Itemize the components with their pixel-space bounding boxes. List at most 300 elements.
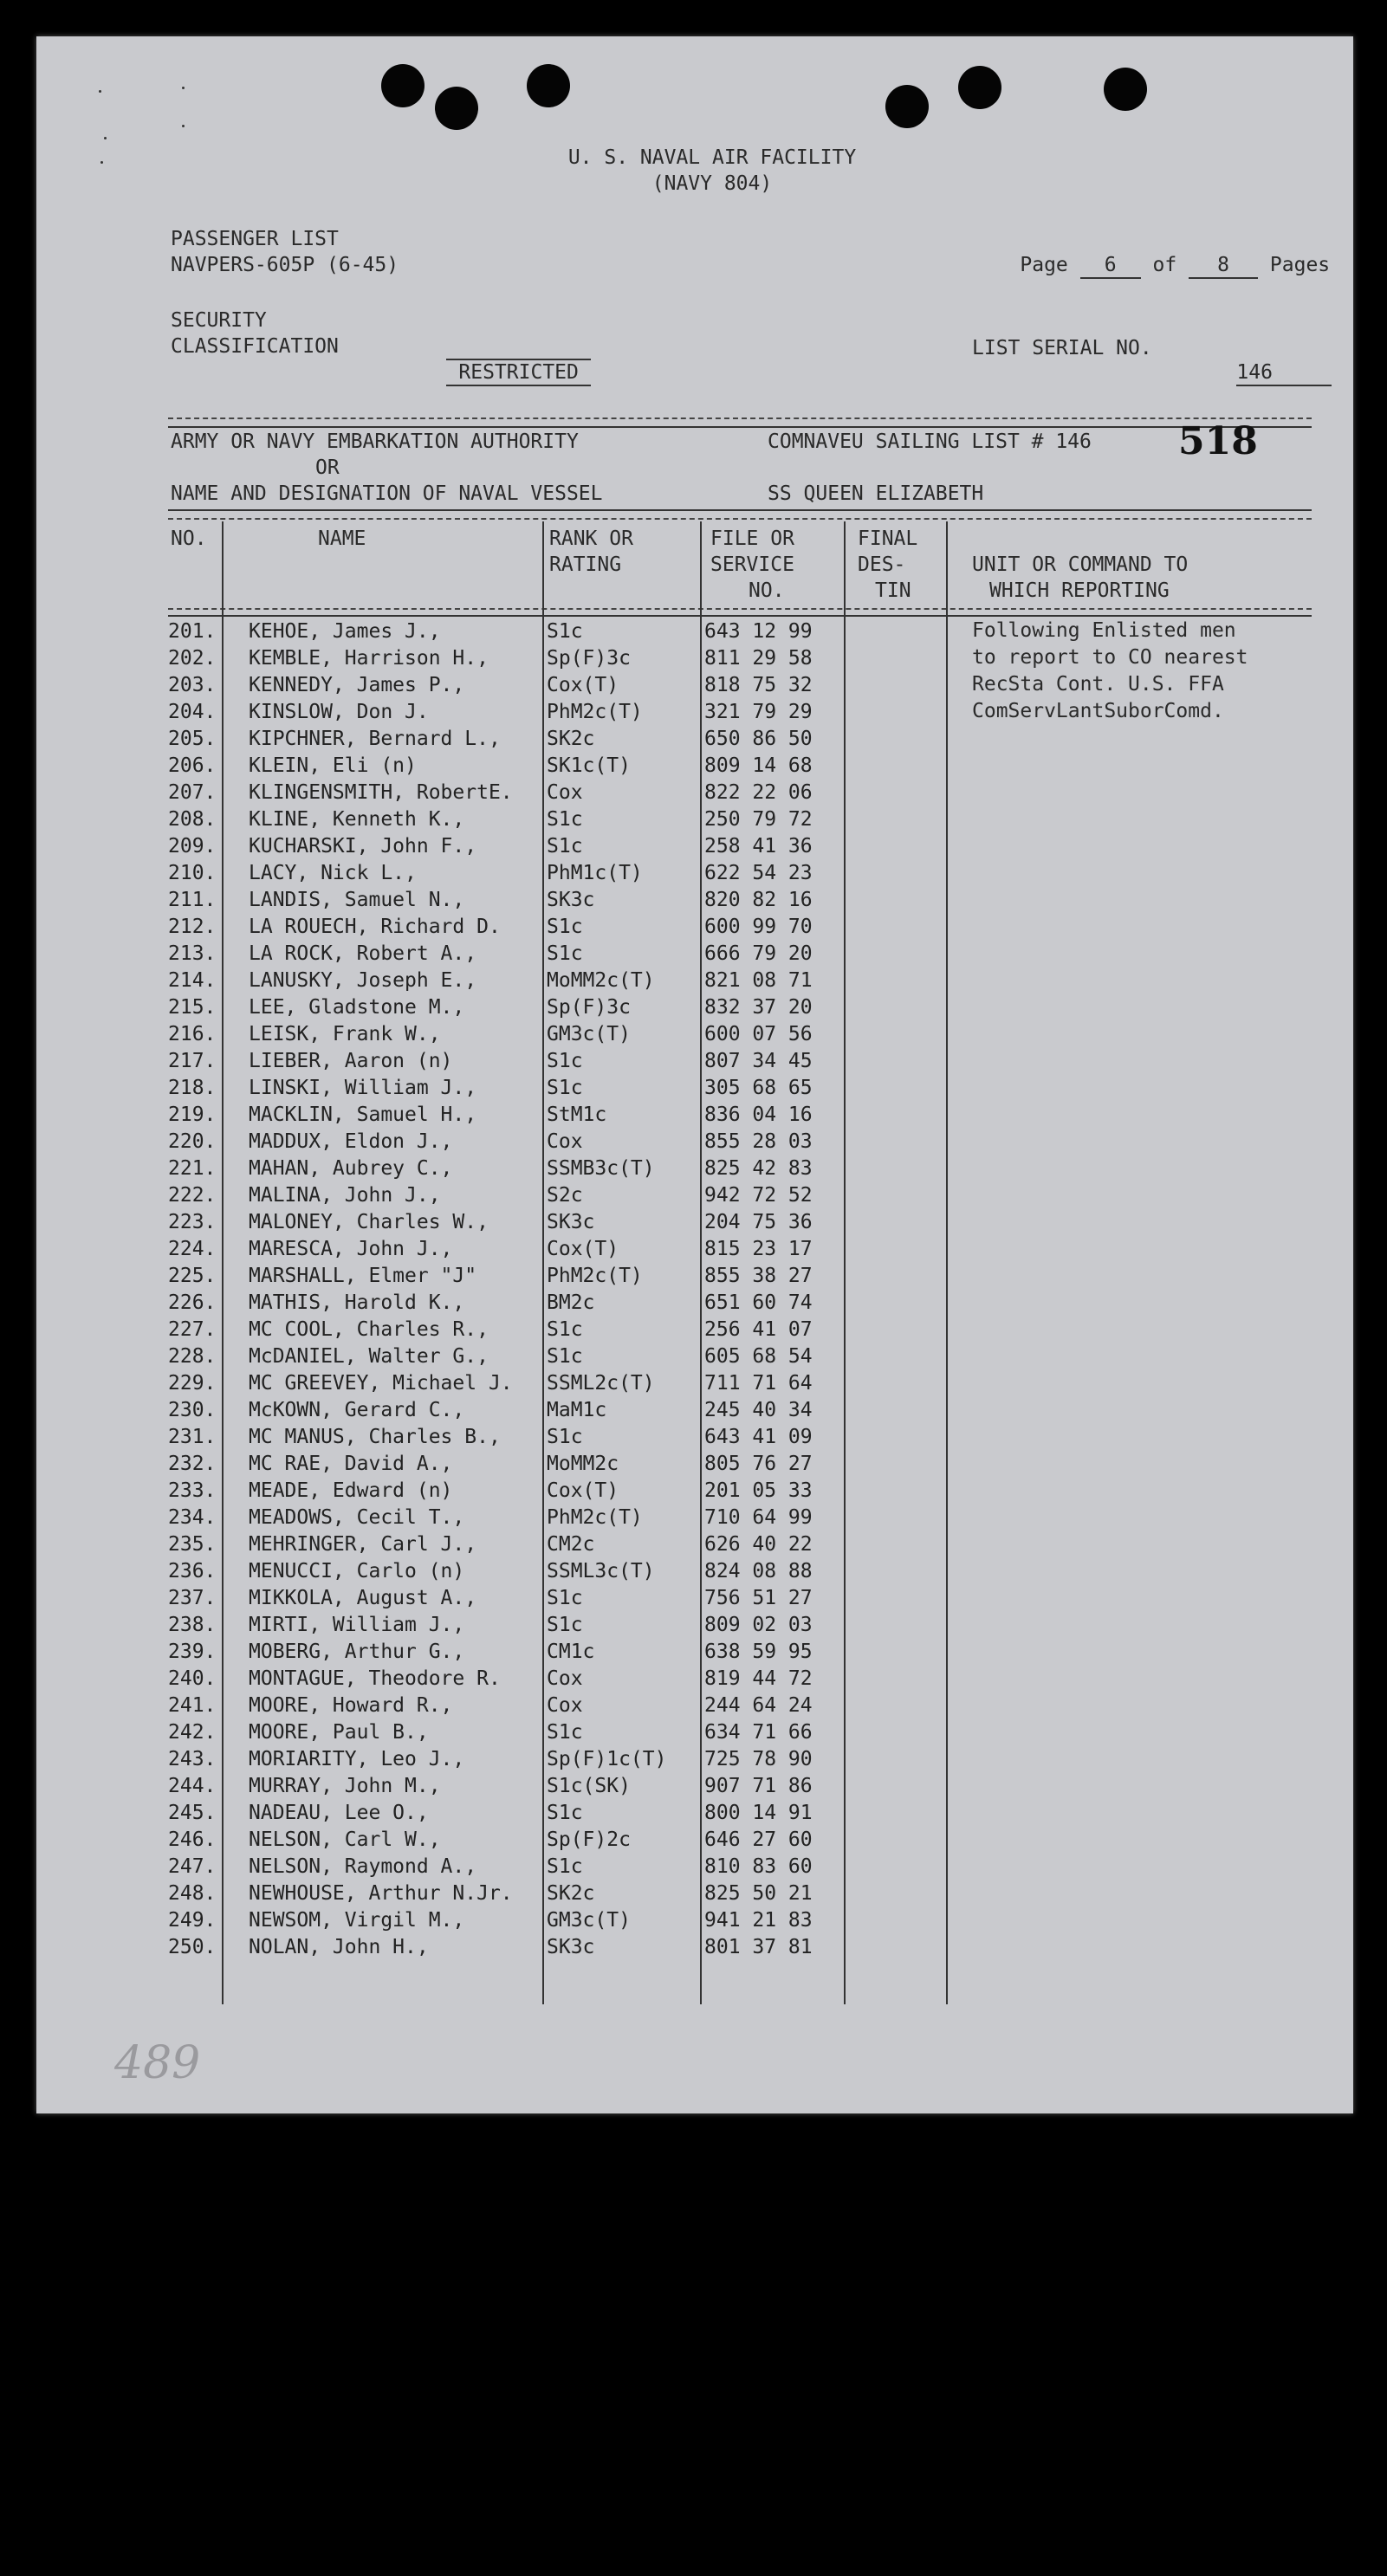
passenger-name: MIRTI, William J., [249, 1614, 465, 1636]
rank-rating: Cox [547, 1694, 583, 1717]
row-number: 247. [168, 1855, 217, 1878]
table-row [36, 1424, 1353, 1451]
col-header-file-2: SERVICE [710, 553, 794, 576]
punch-hole [435, 87, 478, 130]
table-row [36, 994, 1353, 1021]
passenger-name: MADDUX, Eldon J., [249, 1130, 453, 1153]
service-number: 810 83 60 [704, 1855, 813, 1878]
table-row [36, 1155, 1353, 1182]
rank-rating: S1c [547, 942, 583, 965]
col-header-name: NAME [318, 527, 366, 550]
passenger-name: KIPCHNER, Bernard L., [249, 728, 501, 750]
row-number: 234. [168, 1506, 217, 1529]
table-row [36, 672, 1353, 699]
table-row [36, 1343, 1353, 1370]
service-number: 819 44 72 [704, 1667, 813, 1690]
passenger-name: MC GREEVEY, Michael J. [249, 1372, 513, 1395]
serial-value [1189, 336, 1332, 411]
rank-rating: GM3c(T) [547, 1909, 631, 1932]
service-number: 638 59 95 [704, 1641, 813, 1663]
rank-rating: Sp(F)3c [547, 996, 631, 1019]
service-number: 832 37 20 [704, 996, 813, 1019]
rule [168, 426, 1312, 428]
rank-rating: PhM2c(T) [547, 1506, 643, 1529]
service-number: 805 76 27 [704, 1453, 813, 1475]
service-number: 855 38 27 [704, 1265, 813, 1287]
passenger-name: MEHRINGER, Carl J., [249, 1533, 477, 1556]
rank-rating: SK3c [547, 889, 595, 911]
table-row [36, 1209, 1353, 1236]
speck [104, 137, 107, 139]
rank-rating: S1c [547, 1855, 583, 1878]
row-number: 235. [168, 1533, 217, 1556]
page-indicator [972, 229, 1330, 303]
table-row [36, 1531, 1353, 1558]
passenger-name: MURRAY, John M., [249, 1775, 441, 1797]
rank-rating: Cox(T) [547, 1238, 619, 1260]
row-number: 215. [168, 996, 217, 1019]
table-row [36, 860, 1353, 887]
rank-rating: GM3c(T) [547, 1023, 631, 1045]
passenger-name: MOORE, Paul B., [249, 1721, 429, 1744]
passenger-name: KINSLOW, Don J. [249, 701, 429, 723]
rank-rating: S1c [547, 1318, 583, 1341]
rank-rating: MoMM2c(T) [547, 969, 655, 992]
reporting-note-line: ComServLantSuborComd. [972, 700, 1224, 722]
page-total: 8 [1189, 253, 1258, 279]
passenger-name: MC RAE, David A., [249, 1453, 453, 1475]
rank-rating: SK2c [547, 1882, 595, 1905]
security-label-1: SECURITY [171, 309, 267, 332]
security-label-2: CLASSIFICATION [171, 335, 339, 358]
rank-rating: S1c [547, 1802, 583, 1824]
rank-rating: SK3c [547, 1211, 595, 1233]
service-number: 801 37 81 [704, 1936, 813, 1958]
passenger-name: KENNEDY, James P., [249, 674, 465, 696]
rule [168, 518, 1312, 520]
rank-rating: BM2c [547, 1291, 595, 1314]
passenger-name: KEHOE, James J., [249, 620, 441, 643]
table-row [36, 753, 1353, 780]
rank-rating: S1c [547, 1345, 583, 1368]
passenger-name: NOLAN, John H., [249, 1936, 429, 1958]
rank-rating: S1c [547, 808, 583, 831]
service-number: 942 72 52 [704, 1184, 813, 1207]
form-title: PASSENGER LIST [171, 228, 339, 250]
rank-rating: CM2c [547, 1533, 595, 1556]
passenger-name: LACY, Nick L., [249, 862, 417, 884]
table-row [36, 1666, 1353, 1693]
punch-hole [885, 85, 929, 128]
service-number: 821 08 71 [704, 969, 813, 992]
passenger-name: NELSON, Raymond A., [249, 1855, 477, 1878]
passenger-name: MC COOL, Charles R., [249, 1318, 489, 1341]
passenger-name: McKOWN, Gerard C., [249, 1399, 465, 1421]
table-row [36, 1075, 1353, 1102]
row-number: 243. [168, 1748, 217, 1770]
rank-rating: S1c [547, 916, 583, 938]
table-row [36, 1558, 1353, 1585]
service-number: 634 71 66 [704, 1721, 813, 1744]
rank-rating: S1c [547, 1721, 583, 1744]
col-header-rank-1: RANK OR [549, 527, 633, 550]
rank-rating: PhM2c(T) [547, 1265, 643, 1287]
passenger-name: MACKLIN, Samuel H., [249, 1104, 477, 1126]
service-number: 643 12 99 [704, 620, 813, 643]
rank-rating: Sp(F)2c [547, 1828, 631, 1851]
rank-rating: PhM1c(T) [547, 862, 643, 884]
pencil-mark: 489 [114, 2037, 201, 2089]
reporting-note-line: to report to CO nearest [972, 646, 1248, 669]
service-number: 807 34 45 [704, 1050, 813, 1072]
passenger-name: MALINA, John J., [249, 1184, 441, 1207]
service-number: 825 42 83 [704, 1157, 813, 1180]
table-row [36, 1880, 1353, 1907]
rank-rating: SSML3c(T) [547, 1560, 655, 1582]
table-row [36, 1048, 1353, 1075]
rule [168, 417, 1312, 419]
table-row [36, 618, 1353, 645]
service-number: 258 41 36 [704, 835, 813, 858]
rank-rating: S1c [547, 1077, 583, 1099]
passenger-name: NELSON, Carl W., [249, 1828, 441, 1851]
authority-line-3: NAME AND DESIGNATION OF NAVAL VESSEL [171, 482, 603, 505]
sailing-list: COMNAVEU SAILING LIST # 146 [768, 430, 1092, 453]
facility-title: U. S. NAVAL AIR FACILITY [567, 146, 857, 169]
row-number: 206. [168, 754, 217, 777]
rank-rating: Cox [547, 1130, 583, 1153]
service-number: 815 23 17 [704, 1238, 813, 1260]
passenger-name: KLEIN, Eli (n) [249, 754, 417, 777]
document-page [36, 36, 1353, 2113]
row-number: 203. [168, 674, 217, 696]
service-number: 600 07 56 [704, 1023, 813, 1045]
col-header-unit-1: UNIT OR COMMAND TO [972, 553, 1189, 576]
page-label: Page [1020, 254, 1068, 276]
passenger-name: LINSKI, William J., [249, 1077, 477, 1099]
punch-hole [958, 66, 1001, 109]
speck [100, 161, 103, 164]
passenger-name: MORIARITY, Leo J., [249, 1748, 465, 1770]
passenger-name: MALONEY, Charles W., [249, 1211, 489, 1233]
service-number: 650 86 50 [704, 728, 813, 750]
rank-rating: S1c [547, 835, 583, 858]
rank-rating: S1c [547, 1587, 583, 1609]
row-number: 214. [168, 969, 217, 992]
rule [168, 615, 1312, 617]
rank-rating: SK3c [547, 1936, 595, 1958]
row-number: 228. [168, 1345, 217, 1368]
row-number: 219. [168, 1104, 217, 1126]
rank-rating: Cox(T) [547, 674, 619, 696]
passenger-name: MOORE, Howard R., [249, 1694, 453, 1717]
table-row [36, 1827, 1353, 1854]
table-row [36, 1773, 1353, 1800]
row-number: 213. [168, 942, 217, 965]
table-row [36, 1478, 1353, 1505]
table-row [36, 833, 1353, 860]
service-number: 756 51 27 [704, 1587, 813, 1609]
restricted-stamp: RESTRICTED [446, 359, 590, 386]
row-number: 220. [168, 1130, 217, 1153]
service-number: 836 04 16 [704, 1104, 813, 1126]
row-number: 201. [168, 620, 217, 643]
passenger-name: NEWSOM, Virgil M., [249, 1909, 465, 1932]
row-number: 246. [168, 1828, 217, 1851]
row-number: 240. [168, 1667, 217, 1690]
passenger-name: LANUSKY, Joseph E., [249, 969, 477, 992]
row-number: 202. [168, 647, 217, 670]
punch-hole [1104, 68, 1147, 111]
passenger-name: LIEBER, Aaron (n) [249, 1050, 453, 1072]
row-number: 207. [168, 781, 217, 804]
of-label: of [1152, 254, 1177, 276]
table-row [36, 1934, 1353, 1961]
service-number: 201 05 33 [704, 1479, 813, 1502]
passenger-name: MC MANUS, Charles B., [249, 1426, 501, 1448]
speck [99, 90, 101, 93]
navy-number: (NAVY 804) [651, 172, 773, 195]
table-row [36, 1451, 1353, 1478]
service-number: 622 54 23 [704, 862, 813, 884]
service-number: 907 71 86 [704, 1775, 813, 1797]
table-row [36, 699, 1353, 726]
service-number: 600 99 70 [704, 916, 813, 938]
rank-rating: Cox [547, 781, 583, 804]
row-number: 222. [168, 1184, 217, 1207]
table-row [36, 1693, 1353, 1719]
service-number: 321 79 29 [704, 701, 813, 723]
form-code: NAVPERS-605P (6-45) [171, 254, 399, 276]
row-number: 205. [168, 728, 217, 750]
table-row [36, 1854, 1353, 1880]
table-row [36, 968, 1353, 994]
row-number: 232. [168, 1453, 217, 1475]
service-number: 825 50 21 [704, 1882, 813, 1905]
rank-rating: Sp(F)3c [547, 647, 631, 670]
row-number: 239. [168, 1641, 217, 1663]
table-row [36, 1505, 1353, 1531]
row-number: 209. [168, 835, 217, 858]
row-number: 212. [168, 916, 217, 938]
table-row [36, 726, 1353, 753]
service-number: 855 28 03 [704, 1130, 813, 1153]
row-number: 236. [168, 1560, 217, 1582]
row-number: 210. [168, 862, 217, 884]
rank-rating: StM1c [547, 1104, 607, 1126]
col-header-unit-2: WHICH REPORTING [989, 579, 1170, 602]
passenger-name: MATHIS, Harold K., [249, 1291, 465, 1314]
service-number: 666 79 20 [704, 942, 813, 965]
row-number: 208. [168, 808, 217, 831]
passenger-name: LEE, Gladstone M., [249, 996, 465, 1019]
service-number: 941 21 83 [704, 1909, 813, 1932]
row-number: 241. [168, 1694, 217, 1717]
row-number: 249. [168, 1909, 217, 1932]
service-number: 818 75 32 [704, 674, 813, 696]
row-number: 211. [168, 889, 217, 911]
rank-rating: SSML2c(T) [547, 1372, 655, 1395]
row-number: 217. [168, 1050, 217, 1072]
row-number: 231. [168, 1426, 217, 1448]
serial-number: 146 [1236, 360, 1332, 386]
rank-rating: SK1c(T) [547, 754, 631, 777]
stamp-number: 518 [1178, 419, 1258, 463]
row-number: 204. [168, 701, 217, 723]
row-number: 229. [168, 1372, 217, 1395]
authority-line-2: OR [315, 456, 340, 479]
reporting-note-line: Following Enlisted men [972, 619, 1236, 642]
service-number: 822 22 06 [704, 781, 813, 804]
passenger-name: MARSHALL, Elmer "J" [249, 1265, 477, 1287]
rank-rating: Sp(F)1c(T) [547, 1748, 667, 1770]
table-row [36, 1719, 1353, 1746]
row-number: 237. [168, 1587, 217, 1609]
table-row [36, 1907, 1353, 1934]
rank-rating: S2c [547, 1184, 583, 1207]
service-number: 811 29 58 [704, 647, 813, 670]
passenger-name: McDANIEL, Walter G., [249, 1345, 489, 1368]
punch-hole [527, 64, 570, 107]
table-row [36, 1370, 1353, 1397]
service-number: 809 14 68 [704, 754, 813, 777]
row-number: 230. [168, 1399, 217, 1421]
passenger-name: MEADE, Edward (n) [249, 1479, 453, 1502]
passenger-name: LA ROUECH, Richard D. [249, 916, 501, 938]
pages-label: Pages [1269, 254, 1331, 276]
row-number: 233. [168, 1479, 217, 1502]
rank-rating: Cox(T) [547, 1479, 619, 1502]
passenger-name: MENUCCI, Carlo (n) [249, 1560, 465, 1582]
table-row [36, 1397, 1353, 1424]
table-row [36, 1129, 1353, 1155]
service-number: 305 68 65 [704, 1077, 813, 1099]
rank-rating: S1c [547, 1426, 583, 1448]
service-number: 725 78 90 [704, 1748, 813, 1770]
row-number: 224. [168, 1238, 217, 1260]
row-number: 221. [168, 1157, 217, 1180]
passenger-name: KEMBLE, Harrison H., [249, 647, 489, 670]
table-row [36, 1182, 1353, 1209]
table-row [36, 914, 1353, 941]
service-number: 710 64 99 [704, 1506, 813, 1529]
table-row [36, 645, 1353, 672]
rule [168, 509, 1312, 511]
rank-rating: SK2c [547, 728, 595, 750]
passenger-name: KLINGENSMITH, RobertE. [249, 781, 513, 804]
service-number: 204 75 36 [704, 1211, 813, 1233]
col-header-dest-1: FINAL [858, 527, 918, 550]
row-number: 218. [168, 1077, 217, 1099]
col-header-no: NO. [171, 527, 207, 550]
passenger-name: LA ROCK, Robert A., [249, 942, 477, 965]
row-number: 216. [168, 1023, 217, 1045]
passenger-name: MONTAGUE, Theodore R. [249, 1667, 501, 1690]
reporting-note-line: RecSta Cont. U.S. FFA [972, 673, 1224, 696]
service-number: 244 64 24 [704, 1694, 813, 1717]
table-row [36, 1800, 1353, 1827]
table-row [36, 1639, 1353, 1666]
table-row [36, 1612, 1353, 1639]
service-number: 651 60 74 [704, 1291, 813, 1314]
passenger-name: KLINE, Kenneth K., [249, 808, 465, 831]
table-row [36, 1317, 1353, 1343]
col-header-rank-2: RATING [549, 553, 622, 576]
table-row [36, 1236, 1353, 1263]
passenger-name: MOBERG, Arthur G., [249, 1641, 465, 1663]
row-number: 225. [168, 1265, 217, 1287]
row-number: 223. [168, 1211, 217, 1233]
rank-rating: MoMM2c [547, 1453, 619, 1475]
service-number: 605 68 54 [704, 1345, 813, 1368]
passenger-name: MEADOWS, Cecil T., [249, 1506, 465, 1529]
col-header-dest-2: DES- [858, 553, 906, 576]
service-number: 800 14 91 [704, 1802, 813, 1824]
service-number: 245 40 34 [704, 1399, 813, 1421]
col-header-dest-3: TIN [875, 579, 911, 602]
table-row [36, 806, 1353, 833]
rank-rating: S1c [547, 620, 583, 643]
table-row [36, 1290, 1353, 1317]
passenger-name: LEISK, Frank W., [249, 1023, 441, 1045]
table-row [36, 887, 1353, 914]
row-number: 226. [168, 1291, 217, 1314]
rank-rating: PhM2c(T) [547, 701, 643, 723]
security-value [399, 334, 591, 411]
service-number: 824 08 88 [704, 1560, 813, 1582]
table-row [36, 1021, 1353, 1048]
service-number: 809 02 03 [704, 1614, 813, 1636]
row-number: 244. [168, 1775, 217, 1797]
serial-label: LIST SERIAL NO. [972, 337, 1152, 359]
rank-rating: Cox [547, 1667, 583, 1690]
row-number: 238. [168, 1614, 217, 1636]
service-number: 250 79 72 [704, 808, 813, 831]
table-row [36, 1585, 1353, 1612]
service-number: 626 40 22 [704, 1533, 813, 1556]
table-row [36, 941, 1353, 968]
table-row [36, 1263, 1353, 1290]
rank-rating: S1c [547, 1614, 583, 1636]
page-number: 6 [1080, 253, 1141, 279]
service-number: 820 82 16 [704, 889, 813, 911]
service-number: 711 71 64 [704, 1372, 813, 1395]
service-number: 256 41 07 [704, 1318, 813, 1341]
vessel-name: SS QUEEN ELIZABETH [768, 482, 984, 505]
col-header-file-3: NO. [749, 579, 785, 602]
passenger-name: MARESCA, John J., [249, 1238, 453, 1260]
authority-line-1: ARMY OR NAVY EMBARKATION AUTHORITY [171, 430, 579, 453]
rank-rating: S1c(SK) [547, 1775, 631, 1797]
passenger-name: NEWHOUSE, Arthur N.Jr. [249, 1882, 513, 1905]
passenger-name: MAHAN, Aubrey C., [249, 1157, 453, 1180]
col-header-file-1: FILE OR [710, 527, 794, 550]
row-number: 250. [168, 1936, 217, 1958]
rank-rating: MaM1c [547, 1399, 607, 1421]
passenger-name: MIKKOLA, August A., [249, 1587, 477, 1609]
punch-hole [381, 64, 425, 107]
passenger-name: LANDIS, Samuel N., [249, 889, 465, 911]
passenger-name: KUCHARSKI, John F., [249, 835, 477, 858]
row-number: 242. [168, 1721, 217, 1744]
table-row [36, 1746, 1353, 1773]
passenger-name: NADEAU, Lee O., [249, 1802, 429, 1824]
rule [168, 608, 1312, 610]
speck [182, 125, 185, 127]
service-number: 643 41 09 [704, 1426, 813, 1448]
table-row [36, 780, 1353, 806]
row-number: 227. [168, 1318, 217, 1341]
